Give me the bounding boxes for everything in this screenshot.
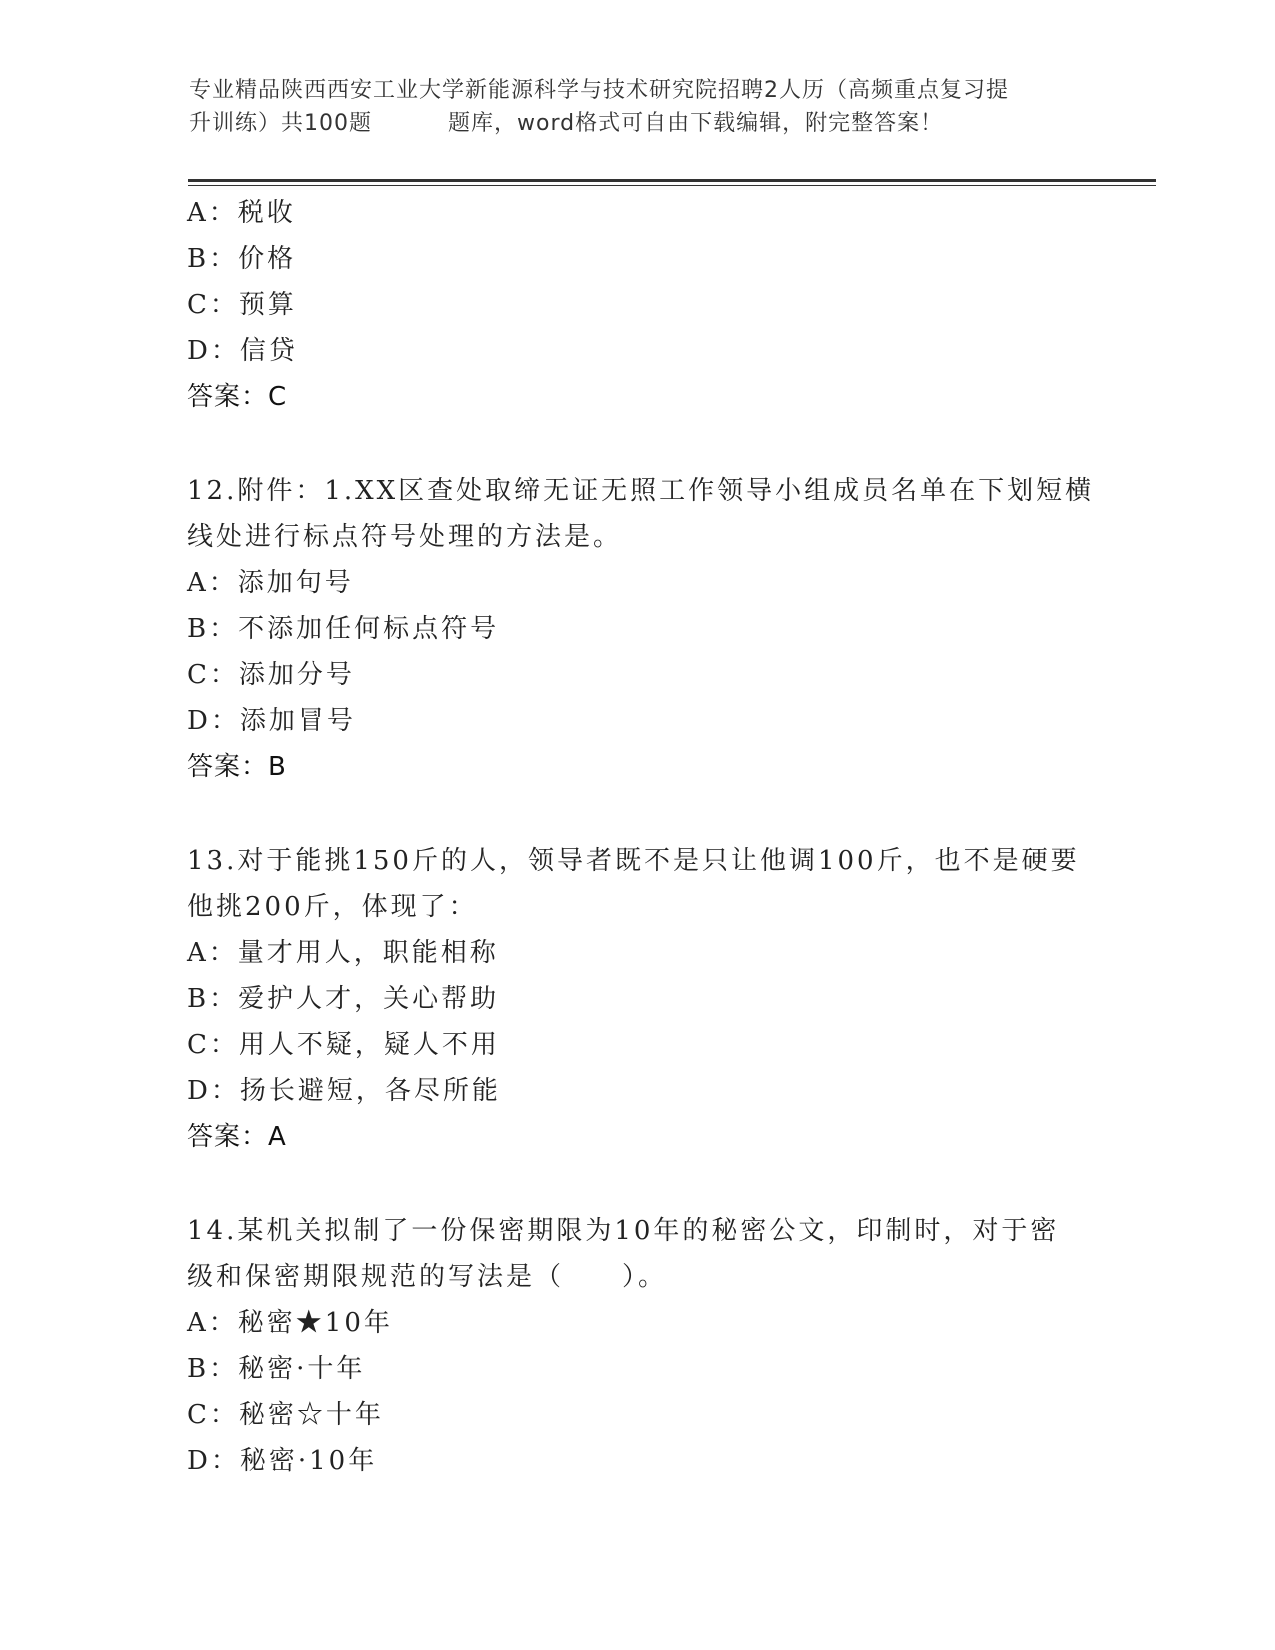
option-a: A：添加句号 [187, 568, 354, 598]
answer-line: 答案：A [187, 1122, 287, 1152]
answer-line: 答案：B [187, 752, 287, 782]
question-11-tail [187, 190, 1107, 420]
answer-line: 答案：C [187, 382, 288, 412]
question-13 [187, 838, 1107, 1160]
option-a: A：税收 [187, 198, 296, 228]
header-title-line-1: 专业精品陕西西安工业大学新能源科学与技术研究院招聘2人历（高频重点复习提 [189, 78, 1009, 103]
header-title-part-b: 题库，word格式可自由下载编辑，附完整答案！ [448, 111, 944, 136]
option-c: C：预算 [187, 290, 297, 320]
question-stem-line-2: 他挑200斤，体现了： [187, 892, 478, 922]
document-header [189, 74, 1089, 140]
option-a: A：量才用人，职能相称 [187, 938, 499, 968]
question-14 [187, 1208, 1107, 1484]
option-d: D：信贷 [187, 336, 298, 366]
header-rule-thin [188, 185, 1156, 186]
option-b: B：爱护人才，关心帮助 [187, 984, 500, 1014]
header-rule-thick [188, 179, 1156, 182]
option-c: C：用人不疑，疑人不用 [187, 1030, 500, 1060]
option-b: B：不添加任何标点符号 [187, 614, 500, 644]
option-d: D：扬长避短，各尽所能 [187, 1076, 501, 1106]
option-c: C：添加分号 [187, 660, 355, 690]
question-stem-line-2: 级和保密期限规范的写法是（ ）。 [187, 1262, 668, 1292]
question-list [187, 190, 1107, 1484]
option-d: D：添加冒号 [187, 706, 356, 736]
question-stem-line-2: 线处进行标点符号处理的方法是。 [187, 522, 623, 552]
question-12 [187, 468, 1107, 790]
header-title-part-a: 升训练）共100题 [189, 111, 372, 136]
question-stem-line-1: 12.附件：1.XX区查处取缔无证无照工作领导小组成员名单在下划短横 [187, 476, 1095, 506]
option-d: D：秘密·10年 [187, 1446, 378, 1476]
option-b: B：秘密·十年 [187, 1354, 366, 1384]
header-title-line-2 [189, 107, 1089, 140]
option-b: B：价格 [187, 244, 297, 274]
question-stem-line-1: 14.某机关拟制了一份保密期限为10年的秘密公文，印制时，对于密 [187, 1216, 1060, 1246]
option-c: C：秘密☆十年 [187, 1400, 384, 1430]
option-a: A：秘密★10年 [187, 1308, 393, 1338]
question-stem-line-1: 13.对于能挑150斤的人，领导者既不是只让他调100斤，也不是硬要 [187, 846, 1080, 876]
